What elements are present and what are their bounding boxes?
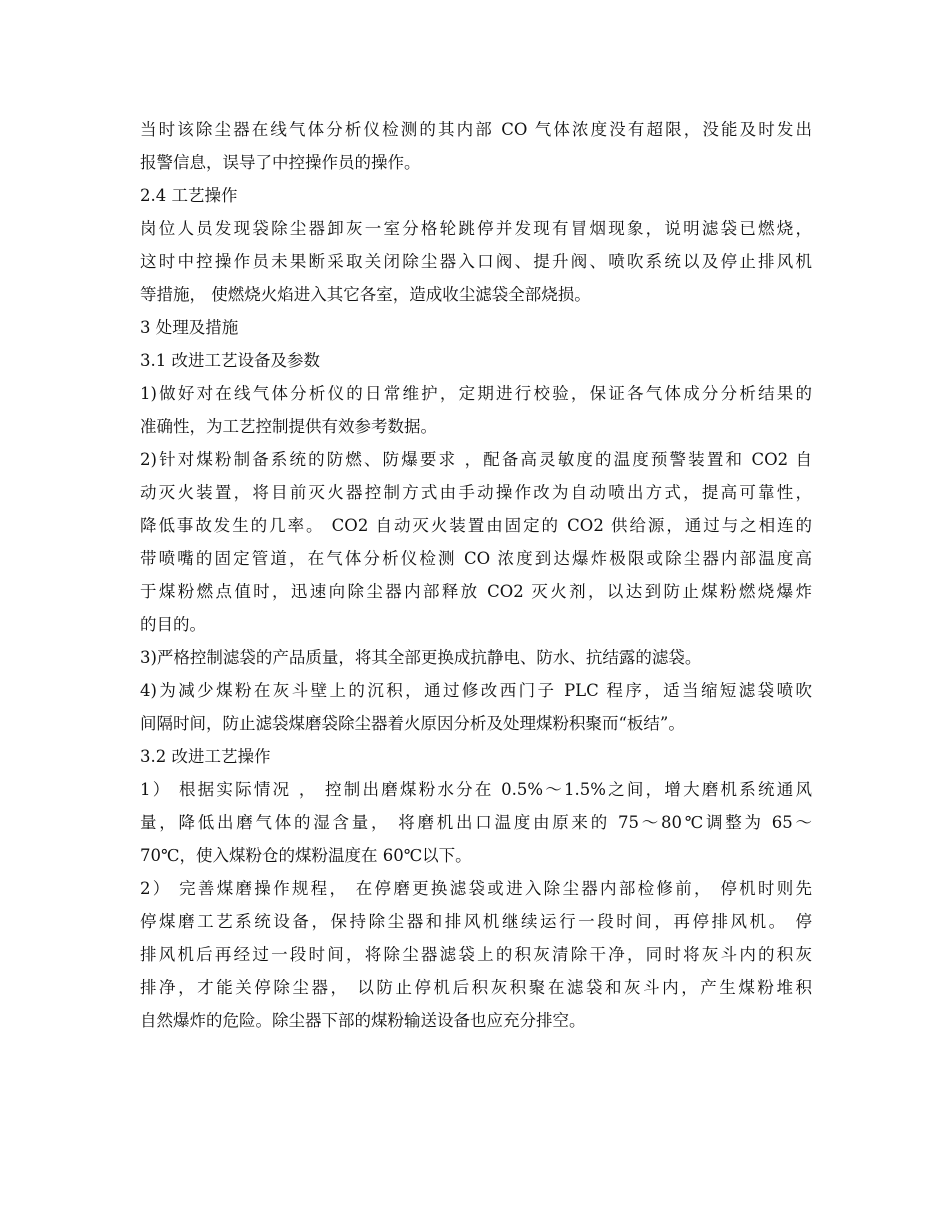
- text-line: 的目的。: [140, 615, 206, 634]
- text-line: 间隔时间，防止滤袋煤磨袋除尘器着火原因分析及处理煤粉积聚而“板结”。: [140, 714, 685, 733]
- section-heading: 3 处理及措施: [140, 318, 239, 337]
- section-heading: 3.1 改进工艺设备及参数: [140, 351, 320, 370]
- text-line: 排净，才能关停除尘器， 以防止停机后积灰积聚在滤袋和灰斗内，产生煤粉堆积: [140, 978, 812, 997]
- text-line: 2)针对煤粉制备系统的防燃、防爆要求 ，配备高灵敏度的温度预警装置和 CO2 自: [140, 450, 812, 469]
- text-line: 70℃，使入煤粉仓的煤粉温度在 60℃以下。: [140, 846, 472, 865]
- text-line: 等措施， 使燃烧火焰进入其它各室，造成收尘滤袋全部烧损。: [140, 285, 591, 304]
- text-line: 自然爆炸的危险。除尘器下部的煤粉输送设备也应充分排空。: [140, 1011, 586, 1030]
- text-line: 1)做好对在线气体分析仪的日常维护，定期进行校验，保证各气体成分分析结果的: [140, 384, 812, 403]
- text-line: 这时中控操作员未果断采取关闭除尘器入口阀、提升阀、喷吹系统以及停止排风机: [140, 252, 812, 271]
- text-line: 于煤粉燃点值时，迅速向除尘器内部释放 CO2 灭火剂，以达到防止煤粉燃烧爆炸: [140, 582, 812, 601]
- text-line: 带喷嘴的固定管道，在气体分析仪检测 CO 浓度到达爆炸极限或除尘器内部温度高: [140, 549, 812, 568]
- text-line: 2） 完善煤磨操作规程， 在停磨更换滤袋或进入除尘器内部检修前， 停机时则先: [140, 879, 812, 898]
- section-heading: 3.2 改进工艺操作: [140, 747, 271, 766]
- section-heading: 2.4 工艺操作: [140, 186, 238, 205]
- text-line: 动灭火装置，将目前灭火器控制方式由手动操作改为自动喷出方式，提高可靠性，: [140, 483, 812, 502]
- text-line: 排风机后再经过一段时间，将除尘器滤袋上的积灰清除干净，同时将灰斗内的积灰: [140, 945, 812, 964]
- text-line: 4)为减少煤粉在灰斗壁上的沉积，通过修改西门子 PLC 程序，适当缩短滤袋喷吹: [140, 681, 812, 700]
- text-line: 停煤磨工艺系统设备，保持除尘器和排风机继续运行一段时间，再停排风机。 停: [140, 912, 812, 931]
- document-body: [140, 113, 812, 1037]
- text-line: 当时该除尘器在线气体分析仪检测的其内部 CO 气体浓度没有超限，没能及时发出: [140, 120, 812, 139]
- text-line: 3)严格控制滤袋的产品质量，将其全部更换成抗静电、防水、抗结露的滤袋。: [140, 648, 702, 667]
- text-line: 量，降低出磨气体的湿含量， 将磨机出口温度由原来的 75～80℃调整为 65～: [140, 813, 812, 832]
- text-line: 报警信息，误导了中控操作员的操作。: [140, 153, 421, 172]
- text-line: 岗位人员发现袋除尘器卸灰一室分格轮跳停并发现有冒烟现象，说明滤袋已燃烧，: [140, 219, 812, 238]
- text-line: 1） 根据实际情况 ， 控制出磨煤粉水分在 0.5%～1.5%之间，增大磨机系统通风: [140, 780, 812, 799]
- text-line: 准确性，为工艺控制提供有效参考数据。: [140, 417, 437, 436]
- text-line: 降低事故发生的几率。 CO2 自动灭火装置由固定的 CO2 供给源，通过与之相连的: [140, 516, 812, 535]
